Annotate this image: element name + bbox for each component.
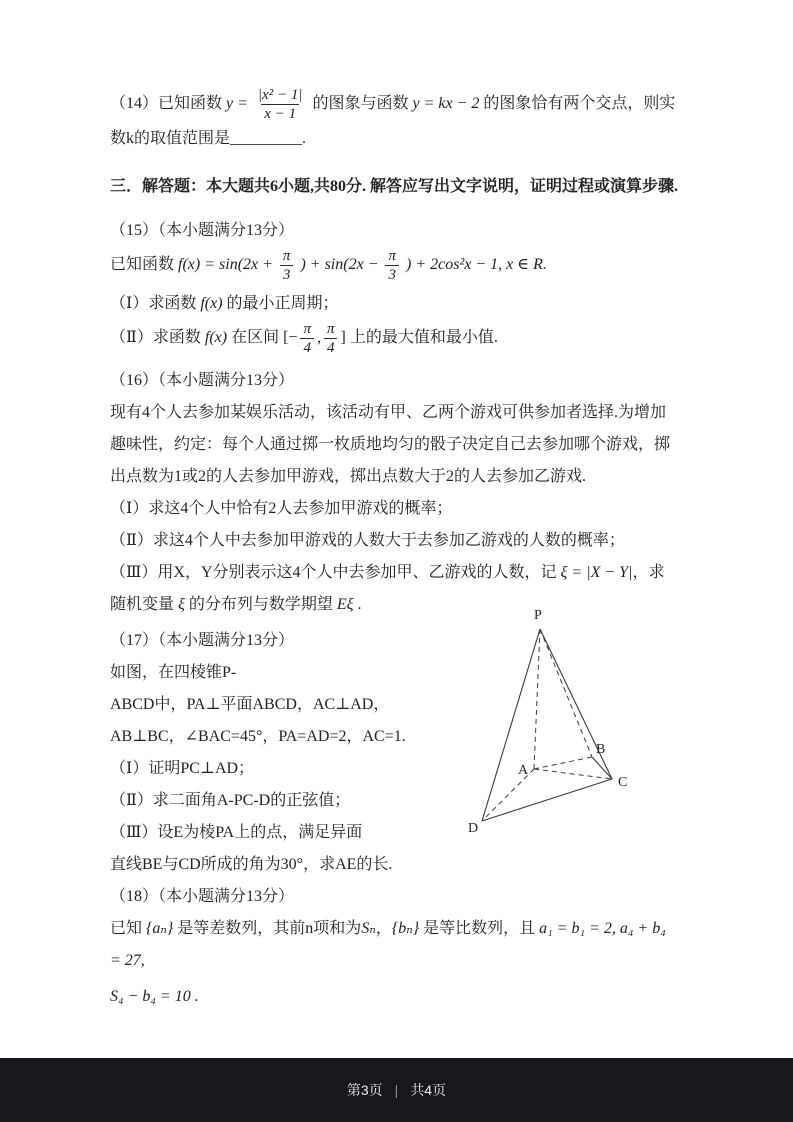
problem-16-q2: （Ⅱ）求这4个人中去参加甲游戏的人数大于去参加乙游戏的人数的概率； <box>110 532 625 549</box>
vertex-label-b: B <box>596 742 606 757</box>
problem-15-head: （15）（本小题满分13分） <box>110 222 295 239</box>
p18-text-d: 是等比数列，且 <box>419 920 540 937</box>
pyramid-solid-edges <box>482 629 612 821</box>
p15-q1-text-a: （Ⅰ）求函数 <box>110 295 201 312</box>
problem-15-q2 <box>110 320 678 357</box>
p18-text-a: 已知 <box>110 920 147 937</box>
problem-15-formula <box>110 247 678 284</box>
pi3-num: π <box>282 248 291 264</box>
problem-16-statement: 现有4个人去参加某娱乐活动，该活动有甲、乙两个游戏可供参加者选择.为增加趣味性，约定：每个人通过掷一枚质地均匀的骰子决定自己去参加哪个游戏，掷出点数为1或2的人去参加甲游戏，掷出点数大于2的人去参加乙游戏. <box>110 404 671 485</box>
p15-q2-text-b: 在区间 [− <box>227 329 298 347</box>
problem-16-head: （16）（本小题满分13分） <box>110 372 295 389</box>
p14-period: . <box>302 130 307 147</box>
p18-math-bn: {bₙ} <box>391 920 420 937</box>
p18-text-b: 是等差数列，其前n项和为 <box>173 920 362 937</box>
pyramid-figure <box>452 605 664 839</box>
p14-frac-denominator: x − 1 <box>261 104 299 123</box>
pi4-den-b: 4 <box>324 338 338 357</box>
problem-14 <box>110 86 678 155</box>
vertex-label-d: D <box>468 821 479 836</box>
p15-frac-pi3-a <box>280 247 294 284</box>
p15-f3: ) + 2cos²x − 1, x ∈ R. <box>405 256 547 274</box>
p17-q2: （Ⅱ）求二面角A-PC-D的正弦值； <box>110 792 351 809</box>
p14-frac-numerator: |x² − 1| <box>257 87 303 103</box>
p15-q2-comma: , <box>316 329 321 347</box>
p15-q2-text-d: ] 上的最大值和最小值. <box>340 329 498 347</box>
p17-line-1: 如图，在四棱锥P- <box>110 664 237 681</box>
problem-17 <box>110 608 678 881</box>
p17-q3-line-2: 直线BE与CD所成的角为30°，求AE的长. <box>110 856 393 873</box>
p16-q3-math-xi: ξ = |X − Y| <box>560 564 633 581</box>
p17-q1: （Ⅰ）证明PC⊥AD； <box>110 760 255 777</box>
pi3-den-b: 3 <box>385 265 399 284</box>
pi3-num-b: π <box>388 248 396 264</box>
page-content <box>110 86 678 1013</box>
vertex-label-c: C <box>618 775 628 790</box>
problem-18-head: （18）（本小题满分13分） <box>110 888 295 905</box>
p15-q2-math: f(x) <box>204 329 228 347</box>
problem-15-q1 <box>110 288 678 320</box>
p15-f1: f(x) = sin(2x + <box>178 256 273 274</box>
vertex-label-a: A <box>518 763 529 778</box>
p17-line-3: AB⊥BC，∠BAC=45°，PA=AD=2，AC=1. <box>110 728 406 745</box>
p15-frac-pi4-b <box>324 320 338 357</box>
problem-17-head: （17）（本小题满分13分） <box>110 632 295 649</box>
p15-f2: ) + sin(2x − <box>300 256 379 274</box>
p18-text-c: ， <box>375 920 392 937</box>
footer-total-pages: 共4页 <box>410 1082 447 1098</box>
p17-line-2: ABCD中，PA⊥平面ABCD，AC⊥AD， <box>110 696 390 713</box>
p15-frac-pi4-a <box>300 320 314 357</box>
p15-lead: 已知函数 <box>110 256 179 274</box>
p15-frac-pi3-b <box>385 247 399 284</box>
p14-tail: 的图象恰有两个交点，则实数k的取值范围是 <box>110 95 676 147</box>
p14-lead: （14）已知函数 <box>110 95 227 113</box>
problem-16-q1: （Ⅰ）求这4个人中恰有2人去参加甲游戏的概率； <box>110 500 453 517</box>
p16-q3-text-c: 的分布列与数学期望 <box>184 596 337 613</box>
pi4-num-b: π <box>326 321 335 337</box>
problem-17-text <box>110 657 470 881</box>
problem-18-line-2 <box>110 981 678 1013</box>
pyramid-dashed-edges <box>482 629 612 821</box>
p16-q3-text-d: . <box>353 596 362 613</box>
p14-math-kx: y = kx − 2 <box>412 95 480 113</box>
page-footer <box>0 1058 793 1122</box>
section-3-header: 三．解答题：本大题共6小题,共80分. 解答应写出文字说明，证明过程或演算步骤. <box>110 178 679 195</box>
p16-q3-math-xi2: ξ <box>178 596 185 613</box>
p15-q2-text-a: （Ⅱ）求函数 <box>110 329 205 347</box>
p18-math-sn: Sₙ <box>361 920 376 937</box>
p15-q1-text-b: 的最小正周期； <box>222 295 339 312</box>
p16-q3-text-a: （Ⅲ）用X，Y分别表示这4个人中去参加甲、乙游戏的人数，记 <box>110 564 561 581</box>
p18-math-conditions: a₁ = b₁ = 2, a₄ + b₄ = 27, <box>110 920 666 969</box>
pi4-den: 4 <box>300 338 314 357</box>
vertex-label-p: P <box>534 608 542 623</box>
p14-answer-blank: _________ <box>230 130 303 147</box>
p18-math-an: {aₙ} <box>146 920 174 937</box>
p14-fraction <box>255 86 306 123</box>
pi4-num: π <box>303 321 311 337</box>
p14-math-y: y = <box>226 95 248 113</box>
p18-math-s4b4: S₄ − b₄ = 10 . <box>110 988 199 1005</box>
footer-page-number: 第3页 <box>346 1082 383 1098</box>
p16-q3-text-b: ，求随机变量 <box>110 564 665 613</box>
problem-18-line-1 <box>110 913 678 977</box>
p16-q3-math-exi: Eξ <box>336 596 354 613</box>
p17-q3-line-1: （Ⅲ）设E为棱PA上的点，满足异面 <box>110 824 363 841</box>
p15-q1-math: f(x) <box>200 295 223 312</box>
pi3-den: 3 <box>280 265 294 284</box>
footer-separator: | <box>394 1082 399 1098</box>
p14-mid: 的图象与函数 <box>312 95 413 113</box>
